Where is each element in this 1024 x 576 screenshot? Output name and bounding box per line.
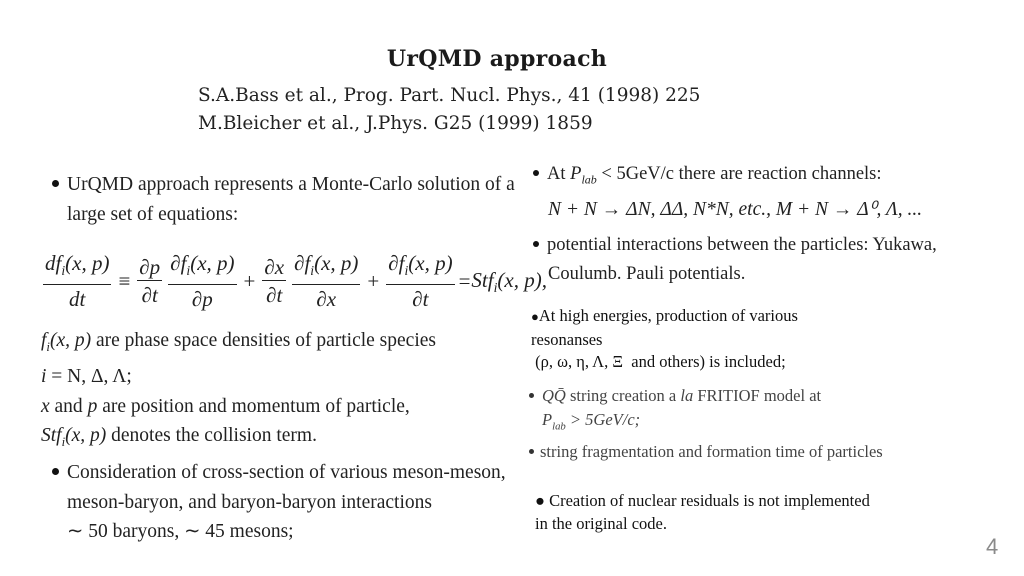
page-number: 4 [986, 534, 999, 559]
definition-collision-term: Stf$_i$(x, p) denotes the collision term. [41, 425, 317, 450]
reference-bleicher: M.Bleicher et al., J.Phys. G25 (1999) 1859 [198, 113, 593, 134]
string-creation-bullet: QQ̄ string creation a la FRITIOF model at $P_{lab} > 5GeV/c$; [529, 384, 821, 438]
definition-position-momentum: x and p are position and momentum of particle, [41, 395, 410, 417]
bullet-icon: ● [531, 309, 539, 324]
bullet-icon [529, 449, 534, 454]
reaction-channels-bullet: At $P_{lab} < 5GeV/c$ there are reaction channels: N + N → ΔN, ΔΔ, N*N, etc., M + N → Δ⁰, Λ, ... [533, 160, 922, 224]
high-energy-bullet: ●At high energies, production of various resonanses (ρ, ω, η, Λ, Ξ and others) is included; [531, 306, 798, 371]
bullet-icon [529, 393, 534, 398]
fragmentation-bullet: string fragmentation and formation time of particles [529, 440, 883, 464]
potential-interactions-bullet: potential interactions between the particles: Yukawa, Coulumb. Pauli potentials. [533, 231, 937, 289]
bullet-icon [533, 170, 539, 176]
slide-title: UrQMD approach [386, 46, 608, 72]
lhs-fraction: $\frac{df_i(x, p)}{dt}$ [45, 251, 110, 312]
definition-densities: $f_i(x$, p) are phase space densities of particle species [41, 330, 436, 354]
bullet-icon [533, 241, 539, 247]
bullet-icon [52, 468, 59, 475]
cross-section-bullet: Consideration of cross-section of various meson-meson, meson-baryon, and baryon-baryon interactions ∼ 50 baryons, ∼ 45 mesons; [52, 458, 506, 547]
definitions [41, 326, 436, 458]
definition-species: i = N, Δ, Λ; [41, 366, 132, 388]
residuals-bullet: ● Creation of nuclear residuals is not implemented in the original code. [535, 491, 870, 533]
collision-term: Stf$_i$(x, p), [471, 267, 547, 295]
bullet-icon [52, 180, 59, 187]
reference-bass: S.A.Bass et al., Prog. Part. Nucl. Phys., 41 (1998) 225 [198, 85, 701, 106]
intro-bullet: UrQMD approach represents a Monte-Carlo solution of a large set of equations: [52, 170, 515, 230]
boltzmann-equation: $\frac{df_i(x, p)}{dt}$ ≡ $\frac{\partial p}{\partial t}$ $\frac{\partial f_i(x, p)}{\partial p}$ + $\frac{\partial x}{\partial t}$ $\frac{\partial f_i(x, p)}{\partial x}$ + $\frac{\partial f_i(x, p)}{\partial t}$ = Stf$_i$(x, p), [45, 251, 547, 312]
